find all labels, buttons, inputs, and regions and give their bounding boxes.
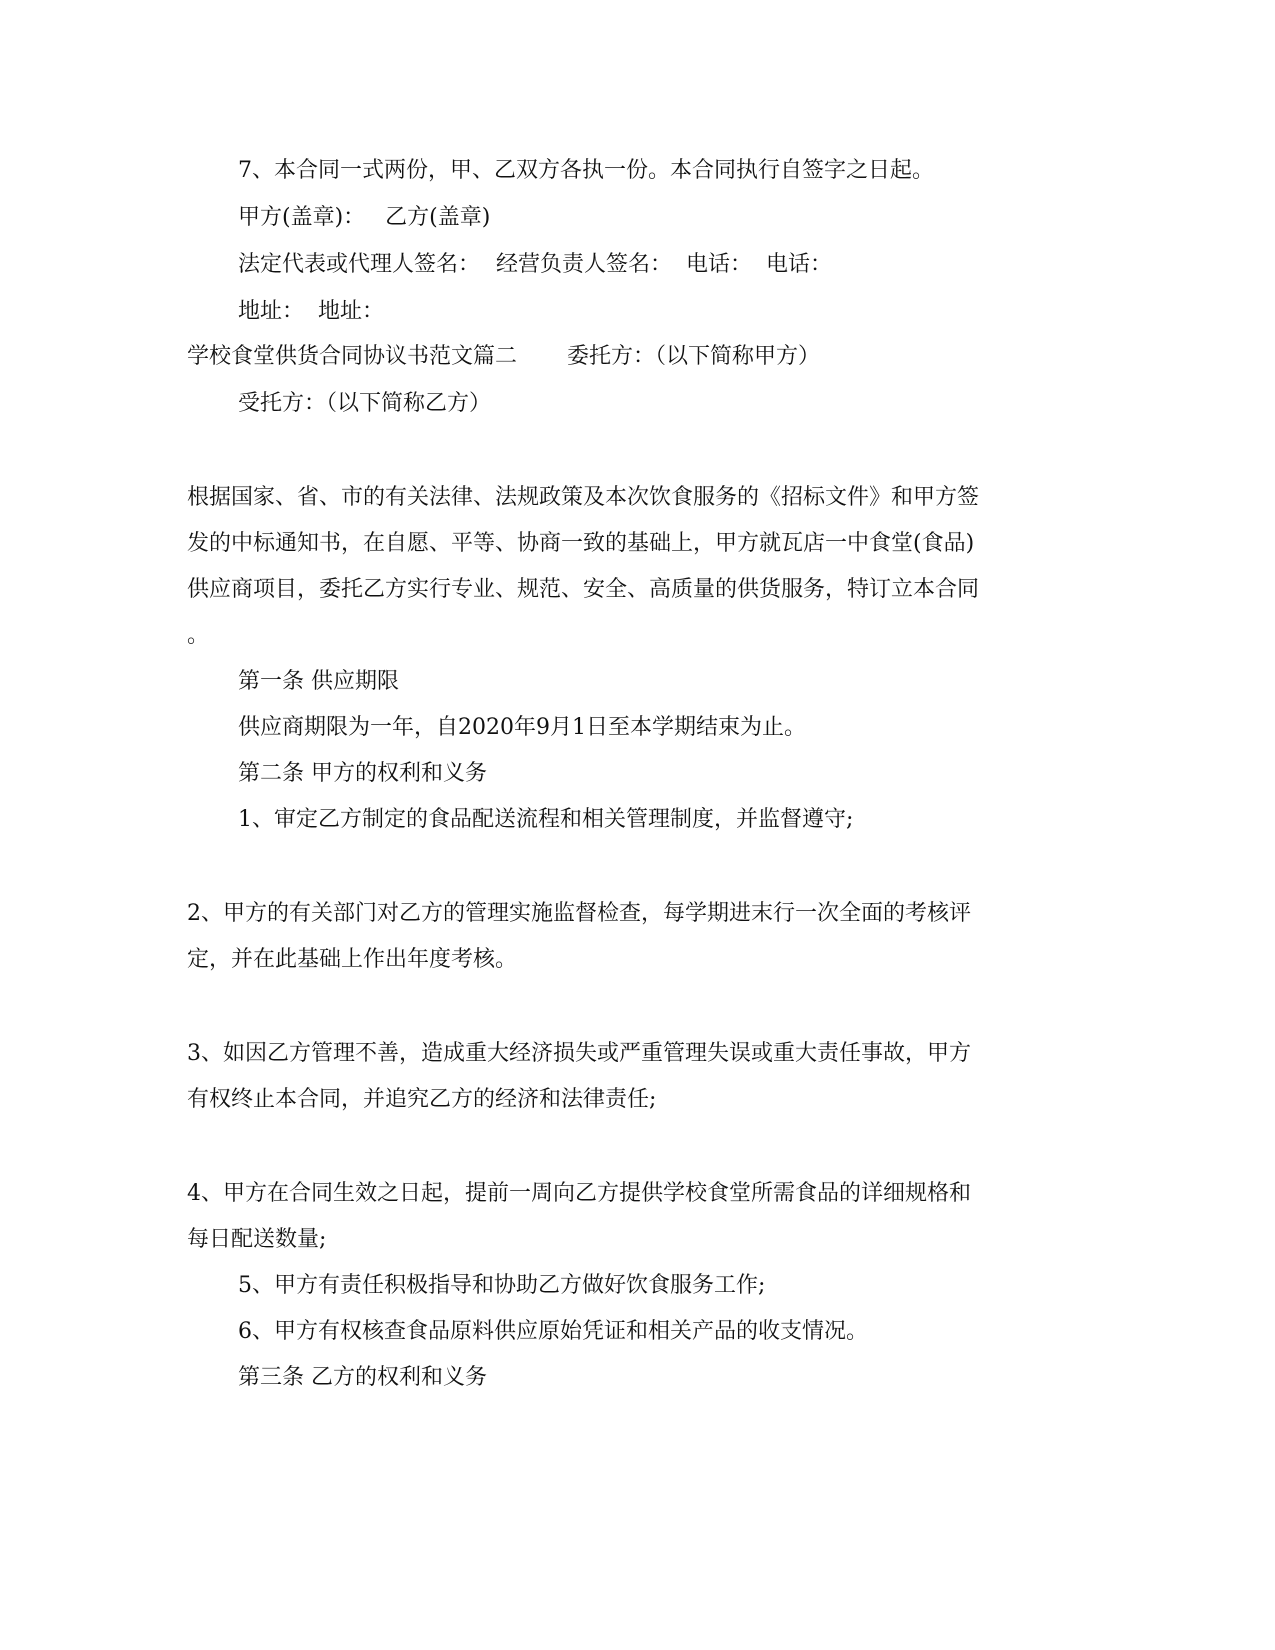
party-a-address-label: 地址： (238, 299, 305, 324)
signature-name-line (238, 251, 832, 279)
party-b-stamp-label: 乙方(盖章) (385, 205, 491, 230)
article-2-item-2-line: 2、甲方的有关部门对乙方的管理实施监督检查，每学期进末行一次全面的考核评 (187, 901, 971, 926)
article-2-item-3-line: 有权终止本合同，并追究乙方的经济和法律责任; (187, 1087, 657, 1112)
article-2-item-3-line: 3、如因乙方管理不善，造成重大经济损失或严重管理失误或重大责任事故，甲方 (187, 1041, 971, 1066)
party-b-address-label: 地址： (318, 299, 385, 324)
manager-signature-label: 经营负责人签名： (496, 252, 673, 277)
entrusting-party: 委托方：（以下简称甲方） (567, 344, 821, 369)
article-1-title: 第一条 供应期限 (238, 669, 399, 694)
party-a-stamp-label: 甲方(盖章)： (238, 205, 366, 230)
section-heading-line (187, 343, 820, 371)
entrusted-party: 受托方：（以下简称乙方） (238, 391, 492, 416)
signature-stamp-line (238, 204, 490, 232)
preamble-line: 发的中标通知书，在自愿、平等、协商一致的基础上，甲方就瓦店一中食堂(食品) (187, 531, 975, 556)
article-2-title: 第二条 甲方的权利和义务 (238, 761, 487, 786)
preamble-line: 供应商项目，委托乙方实行专业、规范、安全、高质量的供货服务，特订立本合同 (187, 577, 980, 602)
article-2-item-1: 1、审定乙方制定的食品配送流程和相关管理制度，并监督遵守; (238, 807, 854, 832)
article-1-body: 供应商期限为一年，自2020年9月1日至本学期结束为止。 (238, 715, 806, 740)
address-line (238, 298, 384, 326)
party-b-phone-label: 电话： (766, 252, 833, 277)
representative-signature-label: 法定代表或代理人签名： (238, 252, 481, 277)
article-2-item-5: 5、甲方有责任积极指导和协助乙方做好饮食服务工作; (238, 1273, 766, 1298)
preamble-line: 根据国家、省、市的有关法律、法规政策及本次饮食服务的《招标文件》和甲方签 (187, 485, 980, 510)
party-a-phone-label: 电话： (686, 252, 753, 277)
clause-7: 7、本合同一式两份，甲、乙双方各执一份。本合同执行自签字之日起。 (238, 158, 934, 183)
article-2-item-4-line: 每日配送数量; (187, 1227, 327, 1252)
article-2-item-2-line: 定，并在此基础上作出年度考核。 (187, 947, 518, 972)
article-2-item-6: 6、甲方有权核查食品原料供应原始凭证和相关产品的收支情况。 (238, 1319, 868, 1344)
section-title: 学校食堂供货合同协议书范文篇二 (187, 344, 518, 369)
preamble-line: 。 (187, 623, 210, 648)
article-2-item-4-line: 4、甲方在合同生效之日起，提前一周向乙方提供学校食堂所需食品的详细规格和 (187, 1181, 971, 1206)
article-3-title: 第三条 乙方的权利和义务 (238, 1365, 487, 1390)
